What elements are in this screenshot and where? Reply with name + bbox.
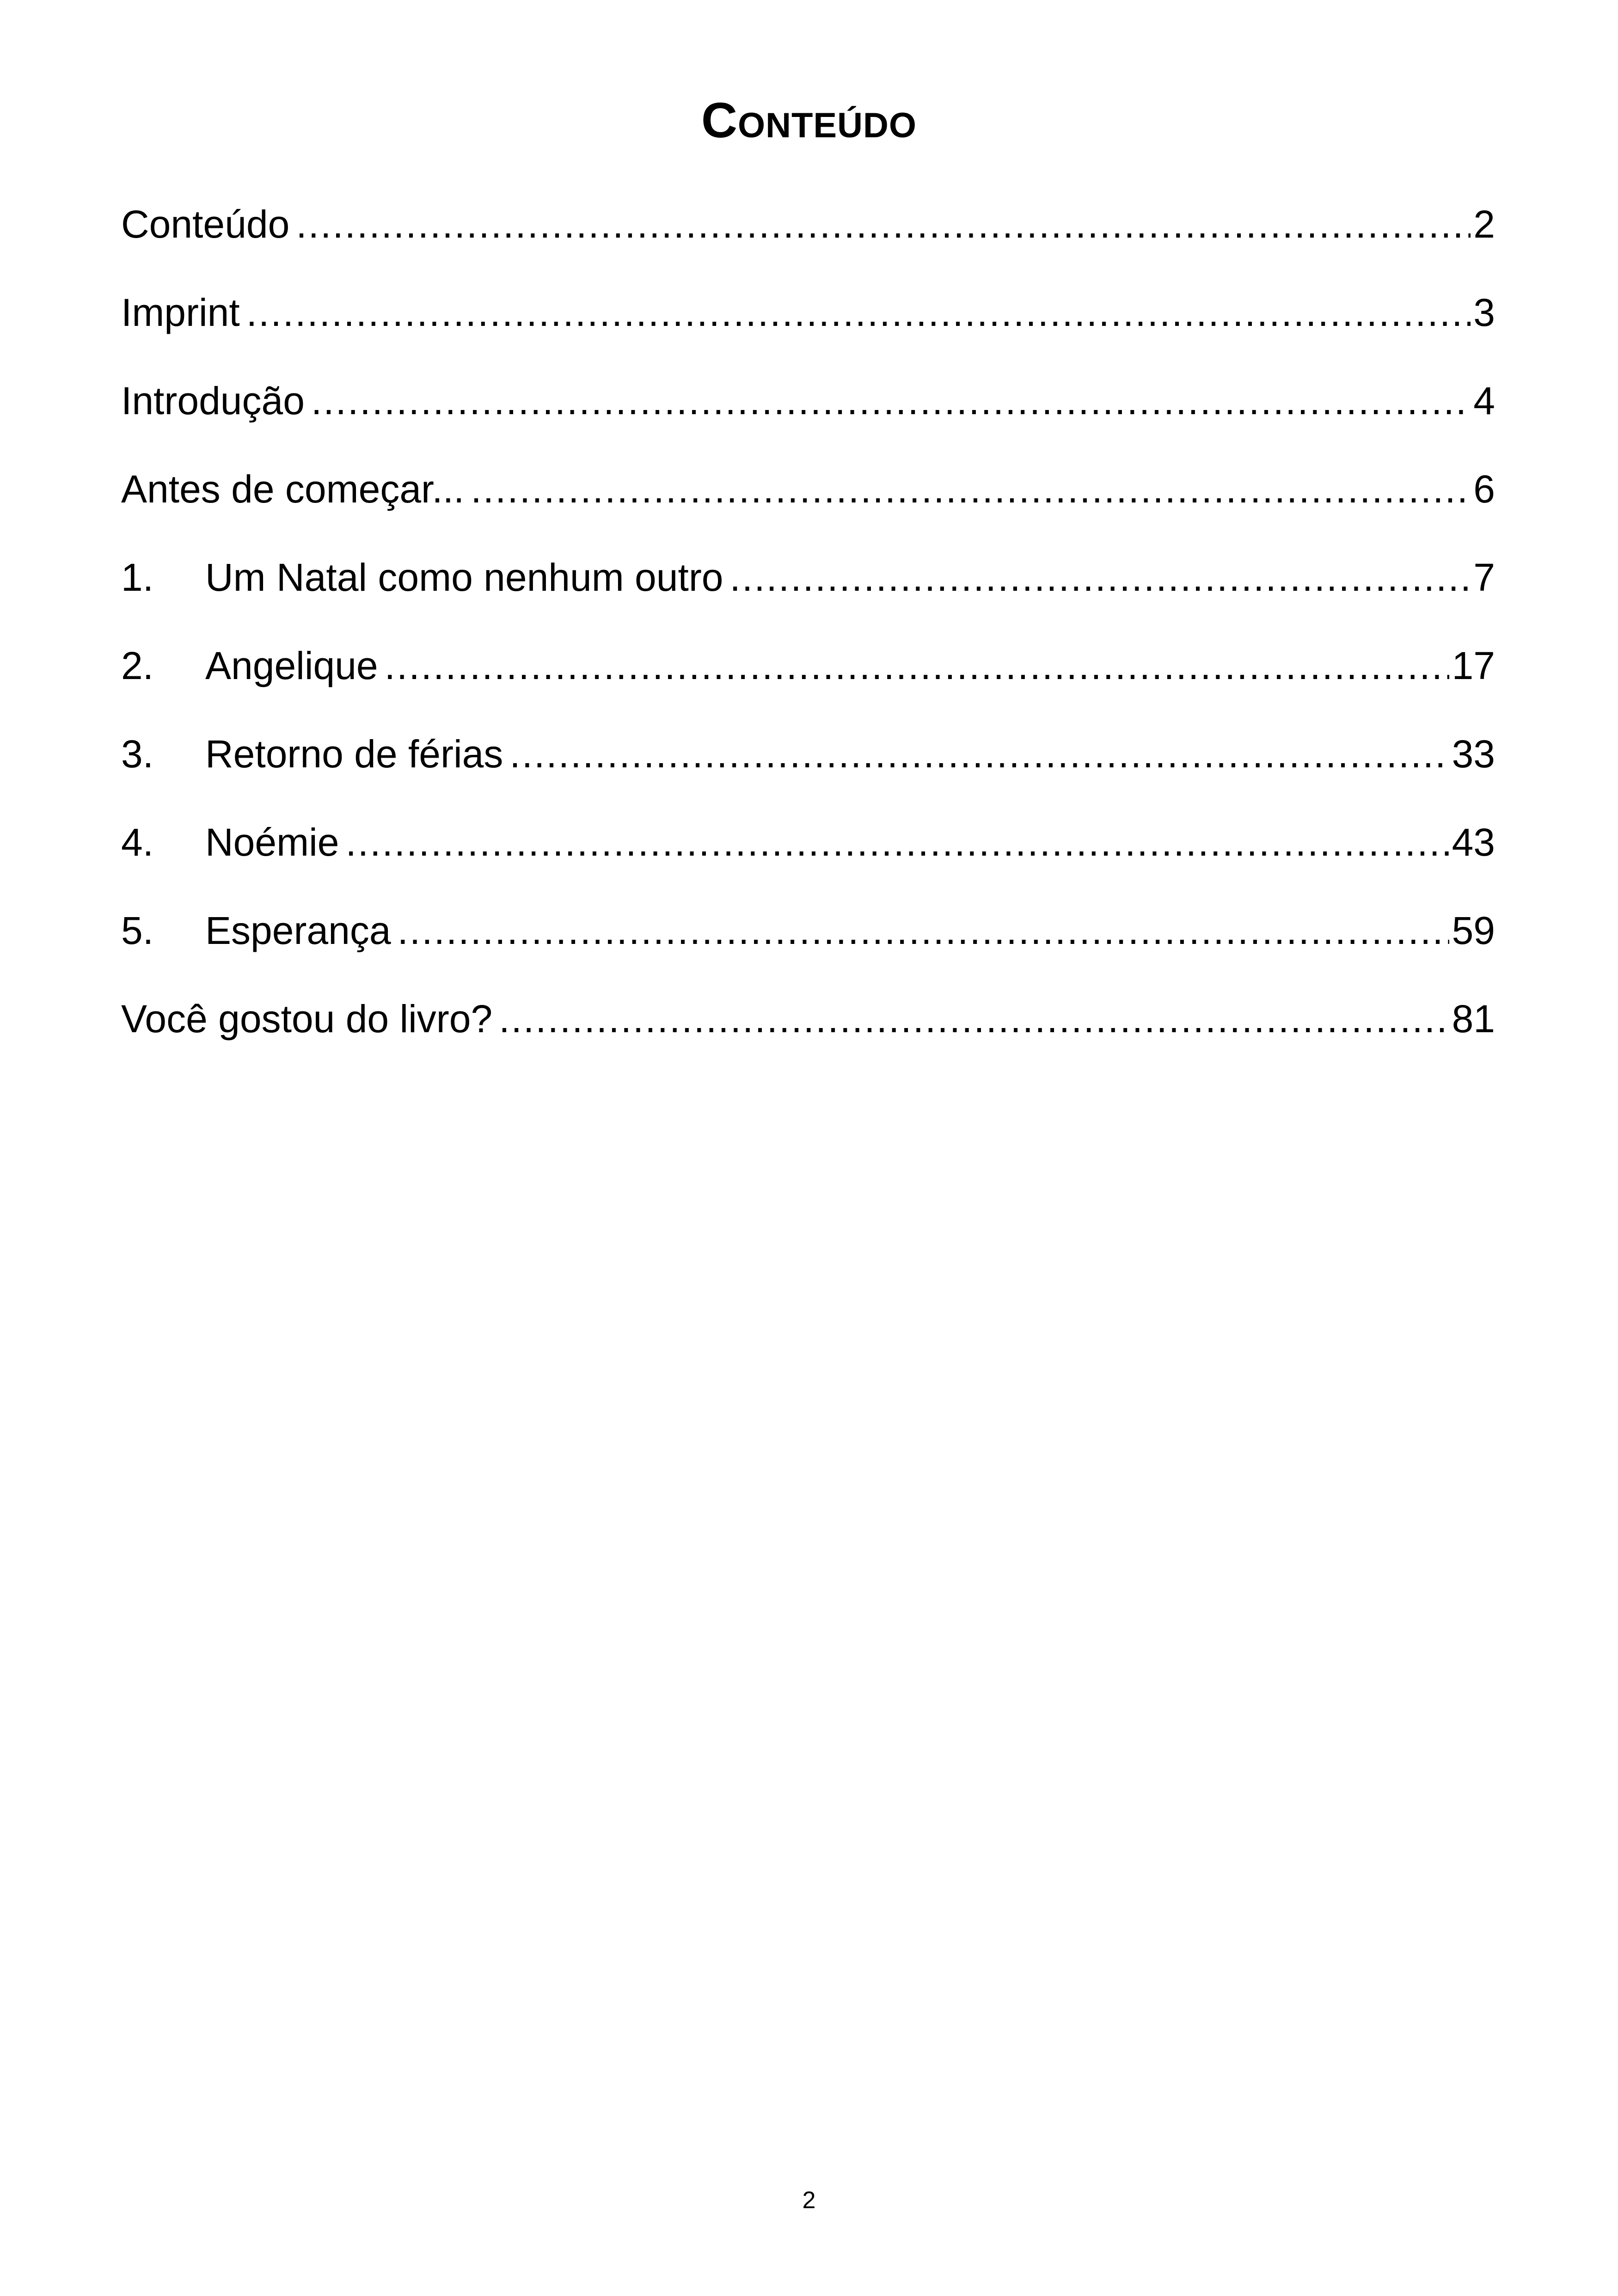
toc-dot-leader (730, 552, 1471, 603)
toc-entry-number: 2. (121, 644, 154, 687)
toc-entry-chapter-4[interactable] (121, 817, 1495, 905)
toc-entry-label: Um Natal como nenhum outro (205, 556, 723, 599)
table-of-contents (121, 199, 1495, 1082)
toc-entry-label: Conteúdo (121, 202, 290, 246)
toc-entry-page: 81 (1452, 997, 1495, 1041)
toc-entry-label: Imprint (121, 291, 240, 334)
toc-dot-leader (296, 199, 1471, 250)
toc-entry-label: Antes de começar... (121, 467, 465, 511)
toc-entry-page: 59 (1452, 909, 1495, 952)
toc-dot-leader (509, 729, 1449, 779)
toc-entry-label: Noémie (205, 820, 339, 864)
toc-entry-label: Você gostou do livro? (121, 997, 493, 1041)
page-title: Conteúdo (701, 92, 917, 148)
toc-entry-label: Angelique (205, 644, 378, 687)
toc-entry-page: 17 (1452, 644, 1495, 687)
toc-entry-chapter-2[interactable] (121, 640, 1495, 729)
toc-entry-chapter-1[interactable] (121, 552, 1495, 640)
toc-dot-leader (246, 287, 1471, 338)
toc-entry-label: Introdução (121, 379, 305, 422)
toc-entry-page: 4 (1473, 379, 1495, 422)
toc-entry-page: 33 (1452, 732, 1495, 776)
toc-entry-number: 5. (121, 909, 154, 952)
toc-entry-page: 6 (1473, 467, 1495, 511)
toc-entry-page: 2 (1473, 202, 1495, 246)
toc-entry-conteudo[interactable] (121, 199, 1495, 287)
toc-entry-page: 3 (1473, 291, 1495, 334)
toc-entry-number: 3. (121, 732, 154, 776)
toc-dot-leader (345, 817, 1449, 868)
toc-entry-label: Retorno de férias (205, 732, 503, 776)
toc-entry-number: 4. (121, 820, 154, 864)
toc-dot-leader (398, 905, 1449, 956)
toc-dot-leader (385, 640, 1449, 691)
page-number: 2 (802, 2187, 816, 2214)
toc-entry-label: Esperança (205, 909, 391, 952)
toc-entry-chapter-3[interactable] (121, 729, 1495, 817)
toc-entry-imprint[interactable] (121, 287, 1495, 375)
toc-entry-page: 7 (1473, 556, 1495, 599)
toc-entry-chapter-5[interactable] (121, 905, 1495, 993)
toc-entry-antes-de-comecar[interactable] (121, 464, 1495, 552)
toc-dot-leader (311, 375, 1471, 426)
toc-entry-voce-gostou[interactable] (121, 993, 1495, 1082)
toc-dot-leader (471, 464, 1471, 514)
toc-entry-page: 43 (1452, 820, 1495, 864)
toc-entry-number: 1. (121, 556, 154, 599)
toc-entry-introducao[interactable] (121, 375, 1495, 464)
toc-dot-leader (499, 993, 1449, 1044)
